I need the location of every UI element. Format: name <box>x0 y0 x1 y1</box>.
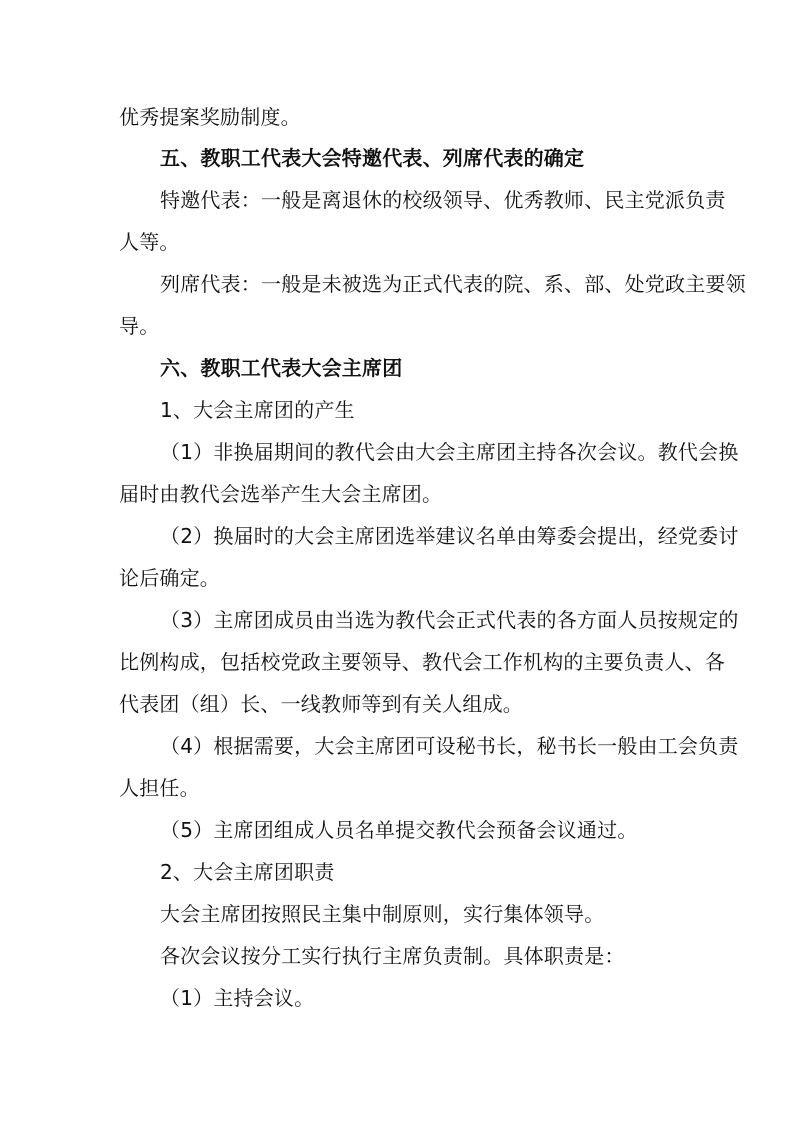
text-line: （5）主席团组成人员名单提交教代会预备会议通过。 <box>160 818 638 842</box>
text-line: 导。 <box>119 314 160 338</box>
text-line: （4）根据需要，大会主席团可设秘书长，秘书长一般由工会负责 <box>160 734 739 758</box>
section-heading: 五、教职工代表大会特邀代表、列席代表的确定 <box>160 146 585 170</box>
text-line: 各次会议按分工实行执行主席负责制。具体职责是： <box>160 944 625 968</box>
text-line: （3）主席团成员由当选为教代会正式代表的各方面人员按规定的 <box>160 608 739 632</box>
text-line: 列席代表：一般是未被选为正式代表的院、系、部、处党政主要领 <box>160 272 746 296</box>
text-line: 特邀代表：一般是离退休的校级领导、优秀教师、民主党派负责 <box>160 188 726 212</box>
subsection-heading: 1、大会主席团的产生 <box>160 398 355 422</box>
text-line: 人担任。 <box>119 776 200 800</box>
text-line: 大会主席团按照民主集中制原则，实行集体领导。 <box>160 902 605 926</box>
text-line: （1）非换届期间的教代会由大会主席团主持各次会议。教代会换 <box>160 440 739 464</box>
text-line: 比例构成，包括校党政主要领导、教代会工作机构的主要负责人、各 <box>119 650 725 674</box>
text-line: 届时由教代会选举产生大会主席团。 <box>119 482 443 506</box>
text-line: （2）换届时的大会主席团选举建议名单由筹委会提出，经党委讨 <box>160 524 739 548</box>
section-heading: 六、教职工代表大会主席团 <box>160 356 403 380</box>
text-line: 代表团（组）长、一线教师等到有关人组成。 <box>119 692 523 716</box>
text-line: 论后确定。 <box>119 566 220 590</box>
text-line: （1）主持会议。 <box>160 986 315 1010</box>
text-line: 人等。 <box>119 230 180 254</box>
text-line: 优秀提案奖励制度。 <box>119 105 301 129</box>
subsection-heading: 2、大会主席团职责 <box>160 860 335 884</box>
